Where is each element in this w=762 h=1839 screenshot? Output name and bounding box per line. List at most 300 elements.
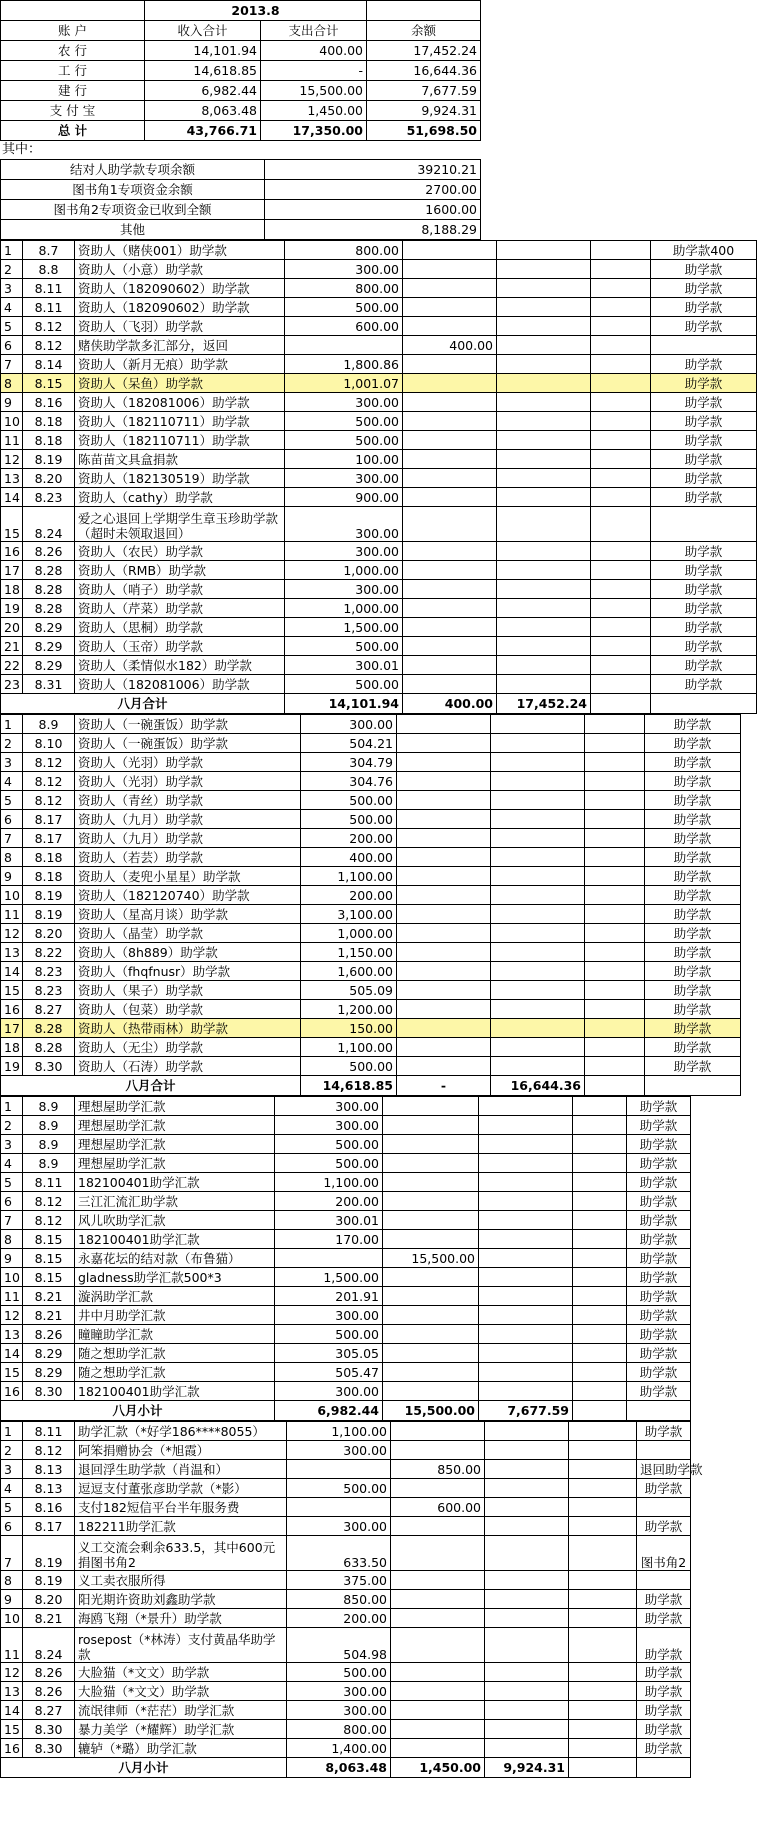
ledger-row [1,1701,691,1720]
ledger-row [1,431,757,450]
row-number-cell: 16 [1,542,23,561]
blank-cell [569,1628,637,1663]
income-cell: 633.50 [287,1536,391,1571]
category-cell: 助学款 [645,886,741,905]
category-cell: 助学款 [645,924,741,943]
breakdown-label: 其中： [2,142,42,157]
header-cell: 收入合计 [145,21,261,41]
blank-cell [591,675,651,694]
category-cell: 助学款 [627,1192,691,1211]
date-cell: 8.21 [23,1287,75,1306]
category-cell: 助学款 [651,317,757,336]
date-cell: 8.15 [23,1268,75,1287]
blank-cell [585,829,645,848]
date-cell: 8.28 [23,580,75,599]
row-number-cell: 12 [1,450,23,469]
date-cell: 8.7 [23,241,75,260]
balance-cell [479,1154,573,1173]
income-cell: 300.00 [275,1306,383,1325]
balance-cell [497,618,591,637]
income-cell: 800.00 [285,241,403,260]
description-cell: 资助人（光羽）助学款 [75,772,301,791]
expense-cell [383,1344,479,1363]
category-cell: 助学款 [645,753,741,772]
date-cell: 8.11 [23,1173,75,1192]
breakdown-item: 图书角1专项资金余额 [1,180,265,200]
date-cell: 8.12 [23,791,75,810]
total-expense: 400.00 [403,694,497,714]
expense-cell: 400.00 [403,336,497,355]
row-number-cell: 3 [1,1135,23,1154]
balance-cell [485,1536,569,1571]
balance-cell [497,542,591,561]
date-cell: 8.12 [23,772,75,791]
expense-cell [391,1609,485,1628]
category-cell: 助学款 [645,829,741,848]
blank-cell [573,1249,627,1268]
balance-cell [497,241,591,260]
date-cell: 8.23 [23,981,75,1000]
row-number-cell: 2 [1,260,23,279]
expense-cell [391,1536,485,1571]
income-cell: 300.00 [275,1097,383,1116]
blank-cell [591,355,651,374]
income-cell: 900.00 [285,488,403,507]
date-cell: 8.23 [23,962,75,981]
blank-cell [585,1038,645,1057]
row-number-cell: 7 [1,829,23,848]
balance-cell [497,469,591,488]
total-balance: 7,677.59 [479,1401,573,1421]
expense-cell [403,675,497,694]
date-cell: 8.17 [23,810,75,829]
income-cell: 1,000.00 [301,924,397,943]
expense-cell: 1,450.00 [261,101,367,121]
description-cell: 资助人（小意）助学款 [75,260,285,279]
category-cell: 助学款 [651,599,757,618]
expense-cell: 850.00 [391,1460,485,1479]
expense-cell [397,924,491,943]
row-number-cell: 11 [1,1287,23,1306]
balance-cell [491,810,585,829]
balance-cell [479,1268,573,1287]
balance-cell [497,675,591,694]
blank-cell [591,431,651,450]
ledger-row [1,279,757,298]
row-number-cell: 10 [1,1609,23,1628]
expense-cell [403,412,497,431]
description-cell: 资助人（思桐）助学款 [75,618,285,637]
balance-cell [485,1701,569,1720]
income-cell: 1,000.00 [285,561,403,580]
category-cell: 助学款 [627,1230,691,1249]
row-number-cell: 12 [1,1306,23,1325]
category-cell: 助学款 [645,1019,741,1038]
income-cell: 500.00 [285,637,403,656]
blank-cell [573,1287,627,1306]
date-cell: 8.9 [23,1154,75,1173]
balance-cell [497,450,591,469]
total-balance: 51,698.50 [367,121,481,141]
category-cell: 助学款 [627,1249,691,1268]
expense-cell [403,260,497,279]
ccb-ledger-table [0,1096,691,1421]
row-number-cell: 11 [1,1628,23,1663]
income-cell: 300.00 [285,507,403,542]
income-cell: 1,500.00 [285,618,403,637]
expense-cell [391,1422,485,1441]
date-cell: 8.11 [23,298,75,317]
ledger-total-row [1,694,757,714]
date-cell: 8.19 [23,905,75,924]
breakdown-row [1,200,481,220]
description-cell: 资助人（一碗蛋饭）助学款 [75,734,301,753]
description-cell: 辘轳（*璐）助学汇款 [75,1739,287,1758]
income-cell: 14,101.94 [145,41,261,61]
income-cell: 300.00 [275,1382,383,1401]
ledger-row [1,1173,691,1192]
description-cell: 资助人（星高月谈）助学款 [75,905,301,924]
expense-cell [397,981,491,1000]
income-cell: 300.00 [287,1517,391,1536]
ledger-row [1,1663,691,1682]
income-cell [287,1460,391,1479]
blank-cell [645,1076,741,1096]
blank-cell [585,962,645,981]
date-cell: 8.21 [23,1306,75,1325]
blank-cell [573,1097,627,1116]
row-number-cell: 17 [1,561,23,580]
breakdown-row [1,180,481,200]
row-number-cell: 3 [1,1460,23,1479]
date-cell: 8.18 [23,867,75,886]
ledger-total-row [1,1076,741,1096]
balance-cell [497,637,591,656]
blank-cell [591,393,651,412]
expense-cell [383,1230,479,1249]
description-cell: 资助人（cathy）助学款 [75,488,285,507]
ledger-row [1,905,741,924]
blank-cell [569,1609,637,1628]
blank-cell [569,1701,637,1720]
income-cell: 14,618.85 [145,61,261,81]
ledger-row [1,791,741,810]
expense-cell [403,542,497,561]
date-cell: 8.29 [23,1344,75,1363]
account-cell: 工 行 [1,61,145,81]
ledger-row [1,675,757,694]
date-cell: 8.11 [23,279,75,298]
row-number-cell: 12 [1,1663,23,1682]
row-number-cell: 3 [1,279,23,298]
description-cell: 资助人（赌侠001）助学款 [75,241,285,260]
blank-cell [569,1739,637,1758]
expense-cell [391,1479,485,1498]
expense-cell [397,829,491,848]
date-cell: 8.9 [23,1135,75,1154]
description-cell: 大脸猫（*文文）助学款 [75,1682,287,1701]
balance-cell [497,507,591,542]
row-number-cell: 2 [1,1116,23,1135]
ledger-row [1,1192,691,1211]
balance-cell [497,599,591,618]
expense-cell: 15,500.00 [383,1249,479,1268]
date-cell: 8.20 [23,1590,75,1609]
balance-cell [497,656,591,675]
row-number-cell: 1 [1,715,23,734]
description-cell: 资助人（青丝）助学款 [75,791,301,810]
balance-cell [491,715,585,734]
description-cell: 182100401助学汇款 [75,1382,275,1401]
blank-cell [569,1422,637,1441]
date-cell: 8.9 [23,715,75,734]
summary-total-row [1,121,481,141]
category-cell: 助学款 [627,1173,691,1192]
expense-cell [403,450,497,469]
expense-cell [391,1517,485,1536]
expense-cell [383,1363,479,1382]
income-cell: 1,100.00 [275,1173,383,1192]
row-number-cell: 6 [1,1192,23,1211]
category-cell: 助学款 [637,1739,691,1758]
balance-cell: 17,452.24 [367,41,481,61]
blank-cell [573,1268,627,1287]
date-cell: 8.12 [23,336,75,355]
category-cell: 助学款 [651,431,757,450]
balance-cell [497,279,591,298]
ledger-row [1,561,757,580]
date-cell: 8.12 [23,1192,75,1211]
balance-cell [491,867,585,886]
ledger-row [1,753,741,772]
blank-cell [585,715,645,734]
balance-cell [497,580,591,599]
expense-cell [397,715,491,734]
date-cell: 8.10 [23,734,75,753]
date-cell: 8.13 [23,1479,75,1498]
income-cell: 300.00 [275,1116,383,1135]
description-cell: 随之想助学汇款 [75,1344,275,1363]
date-cell: 8.12 [23,1441,75,1460]
expense-cell [403,507,497,542]
total-income: 43,766.71 [145,121,261,141]
total-balance: 16,644.36 [491,1076,585,1096]
blank-cell [591,279,651,298]
blank-cell [651,694,757,714]
row-number-cell: 18 [1,580,23,599]
row-number-cell: 19 [1,1057,23,1076]
description-cell: 资助人（热带雨林）助学款 [75,1019,301,1038]
income-cell: 300.00 [287,1441,391,1460]
income-cell: 375.00 [287,1571,391,1590]
description-cell: 资助人（包菜）助学款 [75,1000,301,1019]
balance-cell [479,1325,573,1344]
ledger-row [1,924,741,943]
ledger-row [1,1590,691,1609]
expense-cell [403,637,497,656]
description-cell: 资助人（fhqfnusr）助学款 [75,962,301,981]
ledger-row [1,810,741,829]
ledger-row [1,1019,741,1038]
ledger-row [1,1628,691,1663]
date-cell: 8.26 [23,1325,75,1344]
ledger-row [1,1116,691,1135]
row-number-cell: 3 [1,753,23,772]
expense-cell [403,469,497,488]
date-cell: 8.24 [23,1628,75,1663]
balance-cell [491,772,585,791]
blank-cell [569,1758,637,1778]
blank-cell [585,848,645,867]
description-cell: 理想屋助学汇款 [75,1116,275,1135]
expense-cell [391,1441,485,1460]
row-number-cell: 4 [1,1479,23,1498]
description-cell: 资助人（柔情似水182）助学款 [75,656,285,675]
category-cell: 助学款400 [651,241,757,260]
blank-cell [591,412,651,431]
income-cell: 800.00 [285,279,403,298]
date-cell: 8.12 [23,1211,75,1230]
ledger-row [1,542,757,561]
ledger-row [1,412,757,431]
balance-cell [479,1135,573,1154]
description-cell: 资助人（一碗蛋饭）助学款 [75,715,301,734]
balance-cell [497,336,591,355]
category-cell: 退回助学款 [637,1460,691,1479]
ledger-row [1,981,741,1000]
balance-cell [479,1287,573,1306]
description-cell: 永嘉花坛的结对款（布鲁猫） [75,1249,275,1268]
description-cell: 逗逗支付董张彦助学款（*影） [75,1479,287,1498]
income-cell: 300.00 [285,393,403,412]
row-number-cell: 8 [1,848,23,867]
expense-cell [391,1739,485,1758]
income-cell: 500.00 [287,1663,391,1682]
expense-cell [403,431,497,450]
income-cell: 1,500.00 [275,1268,383,1287]
ledger-row [1,1097,691,1116]
category-cell: 助学款 [637,1609,691,1628]
blank-cell [591,317,651,336]
row-number-cell: 4 [1,772,23,791]
row-number-cell: 5 [1,791,23,810]
date-cell: 8.20 [23,924,75,943]
blank-cell [569,1441,637,1460]
balance-cell [485,1441,569,1460]
blank-cell [573,1192,627,1211]
ledger-row [1,1460,691,1479]
row-number-cell: 6 [1,1517,23,1536]
income-cell: 1,800.86 [285,355,403,374]
date-cell: 8.16 [23,1498,75,1517]
balance-cell [485,1571,569,1590]
expense-cell [391,1720,485,1739]
income-cell: 1,150.00 [301,943,397,962]
ledger-row [1,1057,741,1076]
category-cell: 助学款 [645,810,741,829]
row-number-cell: 10 [1,1268,23,1287]
blank-cell [585,753,645,772]
balance-cell [491,1019,585,1038]
category-cell: 助学款 [637,1517,691,1536]
date-cell: 8.15 [23,374,75,393]
date-cell: 8.29 [23,1363,75,1382]
expense-cell [383,1154,479,1173]
category-cell: 助学款 [627,1116,691,1135]
blank-cell [585,734,645,753]
blank-cell [591,561,651,580]
income-cell: 1,100.00 [301,867,397,886]
balance-cell [491,1057,585,1076]
expense-cell [403,618,497,637]
description-cell: 资助人（182130519）助学款 [75,469,285,488]
ledger-row [1,488,757,507]
income-cell: 300.00 [287,1682,391,1701]
description-cell: 资助人（新月无痕）助学款 [75,355,285,374]
income-cell: 100.00 [285,450,403,469]
alipay-ledger-table [0,1421,703,1778]
expense-cell [397,848,491,867]
total-balance: 17,452.24 [497,694,591,714]
balance-cell [479,1344,573,1363]
expense-cell [383,1192,479,1211]
date-cell: 8.9 [23,1116,75,1135]
blank-cell [585,1076,645,1096]
ledger-row [1,943,741,962]
account-cell: 农 行 [1,41,145,61]
category-cell: 助学款 [645,1057,741,1076]
date-cell: 8.17 [23,829,75,848]
row-number-cell: 1 [1,241,23,260]
row-number-cell: 14 [1,962,23,981]
category-cell: 助学款 [627,1268,691,1287]
total-label: 八月小计 [1,1401,275,1421]
balance-cell [485,1682,569,1701]
total-expense: 17,350.00 [261,121,367,141]
income-cell: 150.00 [301,1019,397,1038]
date-cell: 8.11 [23,1422,75,1441]
balance-cell [491,1038,585,1057]
category-cell: 助学款 [627,1325,691,1344]
row-number-cell: 15 [1,1720,23,1739]
ledger-total-row [1,1758,691,1778]
row-number-cell: 21 [1,637,23,656]
blank-cell [569,1590,637,1609]
date-cell: 8.17 [23,1517,75,1536]
ledger-row [1,599,757,618]
description-cell: 风儿吹助学汇款 [75,1211,275,1230]
income-cell: 500.00 [285,431,403,450]
balance-cell [491,848,585,867]
description-cell: gladness助学汇款500*3 [75,1268,275,1287]
blank-cell [585,1019,645,1038]
expense-cell [397,886,491,905]
income-cell: 504.98 [287,1628,391,1663]
ledger-row [1,829,741,848]
expense-cell [391,1701,485,1720]
expense-cell [403,580,497,599]
date-cell: 8.8 [23,260,75,279]
row-number-cell: 8 [1,1571,23,1590]
summary-row [1,41,481,61]
row-number-cell: 14 [1,1344,23,1363]
income-cell: 500.00 [301,791,397,810]
blank-cell [573,1382,627,1401]
blank-cell [591,618,651,637]
expense-cell [403,317,497,336]
income-cell: 300.00 [285,469,403,488]
blank-cell [591,298,651,317]
